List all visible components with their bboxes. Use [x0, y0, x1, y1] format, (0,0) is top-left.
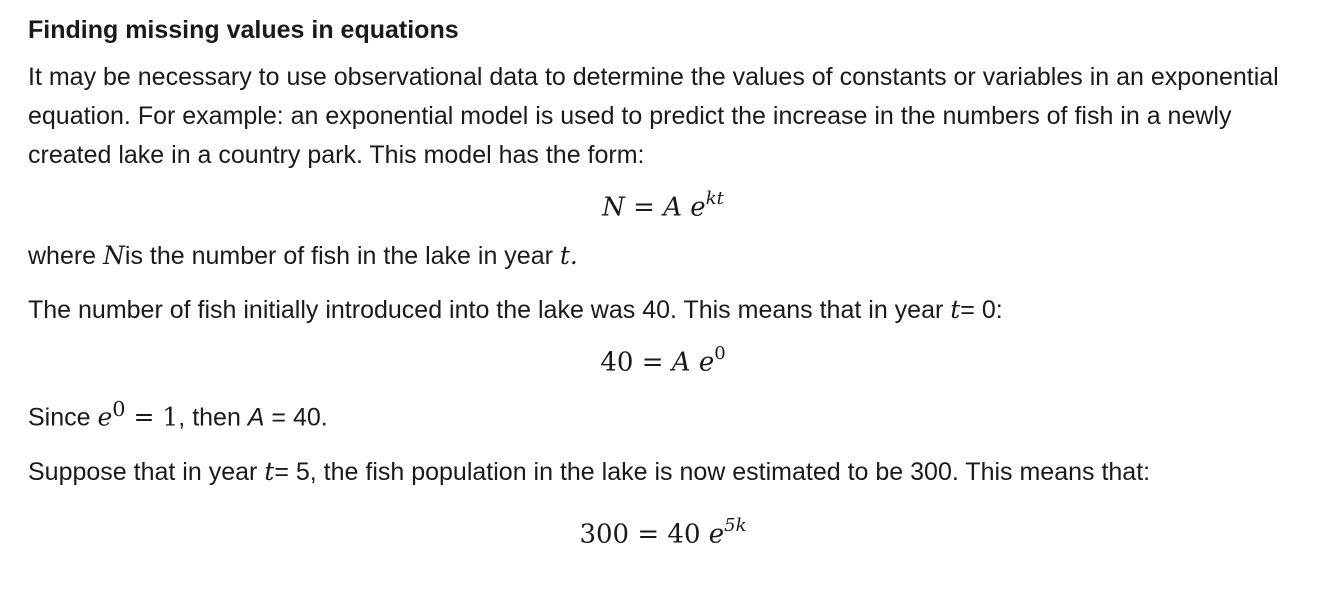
- eq3-exponent: 5k: [724, 514, 747, 536]
- eq1-equals: =: [624, 192, 664, 223]
- p2-tvar: t: [559, 240, 570, 270]
- section-heading: Finding missing values in equations: [28, 16, 459, 44]
- eq2-lhs: 40: [600, 347, 634, 378]
- intro-paragraph: It may be necessary to use observational data to determine the values of constants or variables in an exponential equation. For example: an exponential model is used to predict the increase in the numbers of fish in a newly created lake in a country park. This model has the form:: [28, 63, 1279, 169]
- definition-paragraph: [28, 236, 1308, 276]
- p5-end: = 5, the fish population in the lake is now estimated to be 300. This means that:: [274, 457, 1151, 486]
- eq1-exponent: kt: [705, 188, 724, 209]
- p4-eqone: = 1: [125, 402, 179, 432]
- document-page: [28, 10, 1308, 562]
- p2-mid: is the number of fish in the lake in year: [124, 241, 560, 270]
- eq3-lhs: 300: [579, 519, 630, 550]
- eq2-a: A: [671, 347, 691, 378]
- p2-pre: where: [28, 241, 104, 270]
- p4-e: e: [97, 402, 113, 432]
- eq2-equals: =: [633, 347, 672, 378]
- initial-equation: [28, 336, 1298, 383]
- model-equation: [28, 181, 1298, 228]
- eq3-coef: 40: [667, 519, 701, 550]
- eq1-a: A: [663, 192, 683, 223]
- initial-paragraph: [28, 290, 1308, 330]
- p5-pre: Suppose that in year: [28, 457, 265, 486]
- p4-exponent: 0: [112, 397, 126, 422]
- p4-mid: , then: [178, 403, 248, 432]
- p3-pre: The number of fish initially introduced into the lake was 40. This means that in year: [28, 295, 951, 324]
- p3-end: = 0:: [960, 295, 1003, 324]
- since-paragraph: [28, 390, 1308, 437]
- eq2-exponent: 0: [714, 342, 726, 364]
- p2-var: N: [103, 240, 125, 270]
- eq3-equals: =: [629, 519, 668, 550]
- p2-end: .: [569, 240, 578, 270]
- estimate-equation: [28, 508, 1298, 555]
- eq1-e: e: [690, 192, 706, 223]
- suppose-paragraph: [28, 452, 1308, 492]
- p4-end: = 40.: [264, 403, 328, 432]
- eq1-lhs: N: [602, 192, 625, 223]
- eq3-e: e: [708, 519, 725, 550]
- p4-pre: Since: [28, 403, 98, 432]
- p3-tvar: t: [950, 294, 961, 324]
- p4-a: A: [247, 403, 265, 432]
- p5-tvar: t: [264, 456, 275, 486]
- eq2-e: e: [698, 347, 715, 378]
